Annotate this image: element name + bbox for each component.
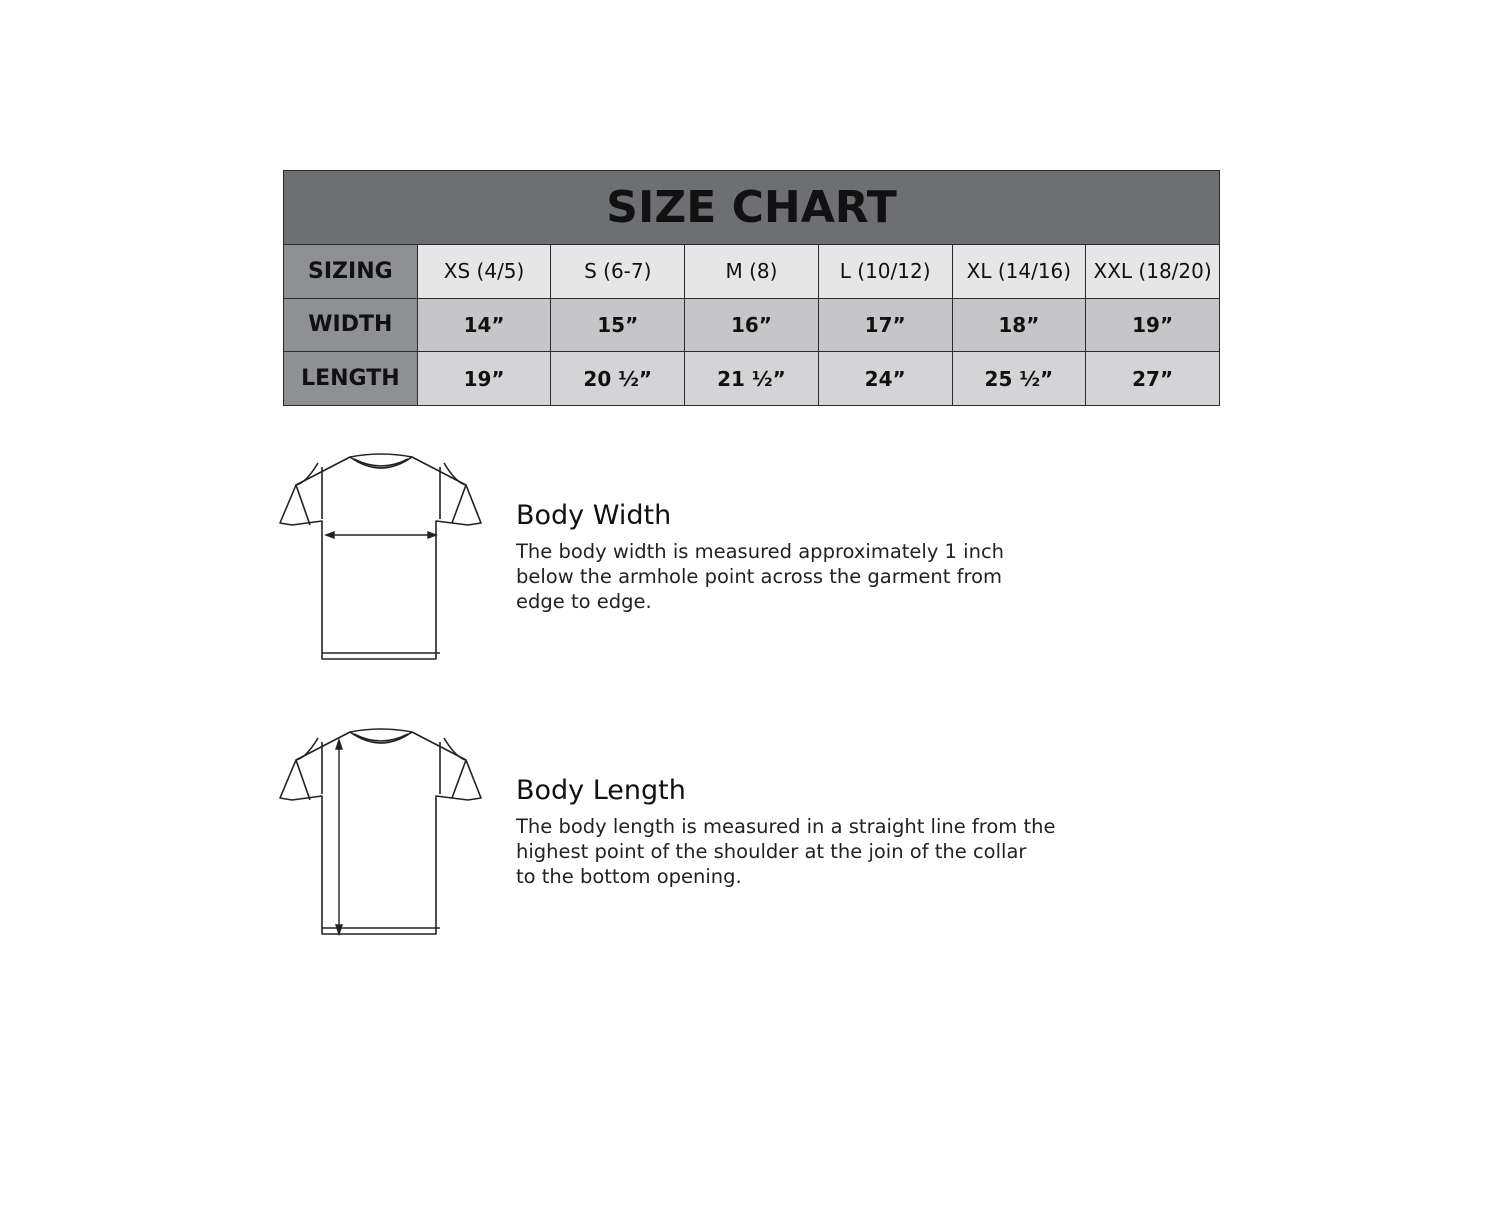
width-cell: 16” xyxy=(685,298,819,352)
width-cell: 15” xyxy=(551,298,685,352)
length-cell: 27” xyxy=(1086,352,1220,406)
body-width-description: The body width is measured approximately 1 inch below the armhole point across the garment from edge to edge. xyxy=(516,540,1005,613)
width-row xyxy=(284,298,1220,352)
width-cell: 18” xyxy=(952,298,1086,352)
size-cell: XL (14/16) xyxy=(952,244,1086,298)
width-cell: 17” xyxy=(818,298,952,352)
body-length-title: Body Length xyxy=(516,775,686,806)
size-cell: XXL (18/20) xyxy=(1086,244,1220,298)
size-chart-title: SIZE CHART xyxy=(284,171,1220,245)
tshirt-length-diagram-icon xyxy=(278,728,484,940)
length-cell: 21 ½” xyxy=(685,352,819,406)
size-chart-table xyxy=(283,170,1220,406)
body-width-title: Body Width xyxy=(516,500,672,531)
tshirt-width-diagram-icon xyxy=(278,453,484,665)
length-cell: 19” xyxy=(417,352,551,406)
row-label-length: LENGTH xyxy=(284,352,418,406)
width-cell: 14” xyxy=(417,298,551,352)
length-cell: 20 ½” xyxy=(551,352,685,406)
row-label-sizing: SIZING xyxy=(284,244,418,298)
size-cell: M (8) xyxy=(685,244,819,298)
body-length-description: The body length is measured in a straight line from the highest point of the shoulder at the join of the collar to the bottom opening. xyxy=(516,815,1056,888)
sizing-row xyxy=(284,244,1220,298)
length-row xyxy=(284,352,1220,406)
size-cell: L (10/12) xyxy=(818,244,952,298)
row-label-width: WIDTH xyxy=(284,298,418,352)
size-cell: S (6-7) xyxy=(551,244,685,298)
length-cell: 24” xyxy=(818,352,952,406)
size-cell: XS (4/5) xyxy=(417,244,551,298)
length-cell: 25 ½” xyxy=(952,352,1086,406)
width-cell: 19” xyxy=(1086,298,1220,352)
